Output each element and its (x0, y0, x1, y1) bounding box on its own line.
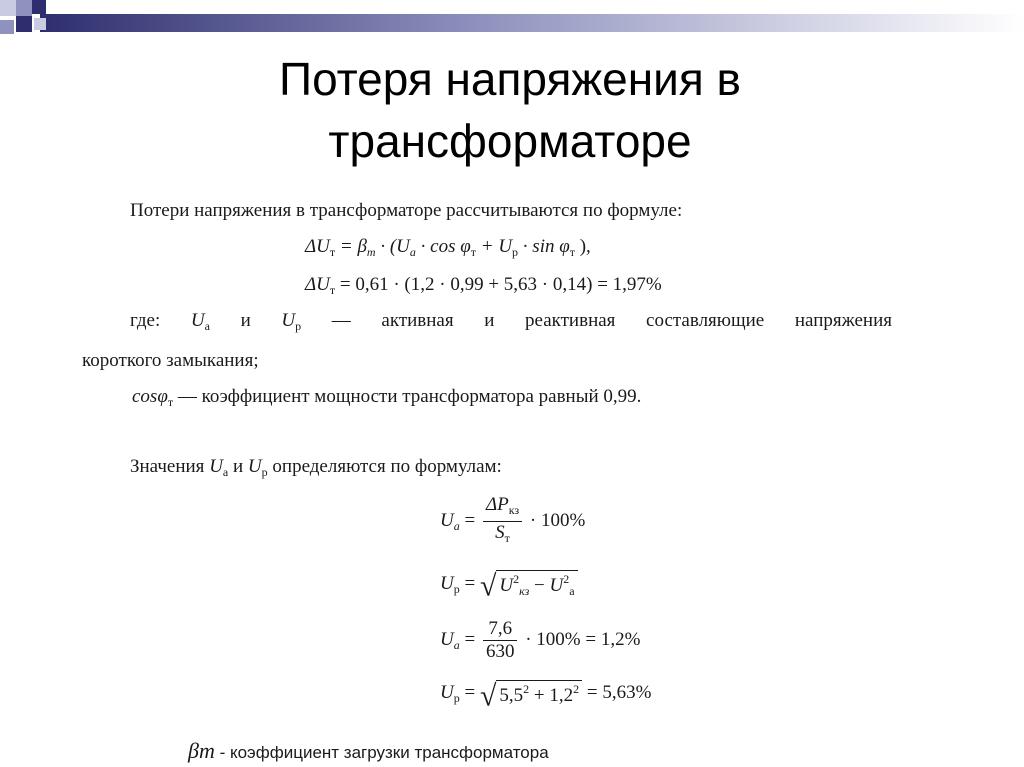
formula-ua-value: $U_а$ = $\frac{7,6}{630}$ · 100% = 1,2% (440, 618, 641, 662)
beta-note-text: - коэффициент загрузки трансформатора (219, 743, 549, 762)
fraction: $\frac{\Delta P_{кз}}{S_т}$ (483, 494, 522, 549)
formula-ua: $U_a$ = $\frac{\Delta P_{кз}}{S_т}$ · 100% (440, 494, 585, 549)
values-intro: Значения $U_а$ и $U_р$ определяются по формулам: (130, 456, 502, 479)
square-root: √ $U^2_{кз} - U^2_а$ (480, 570, 578, 599)
fraction: $\frac{7,6}{630}$ (483, 618, 518, 663)
where-paragraph-line2: короткого замыкания; (82, 350, 259, 371)
square-root: √ $5,5^2 + 1,2^2$ (480, 680, 582, 707)
formula-up-value: $U_р$ = √ $5,5^2 + 1,2^2 = 5,63\%$ (440, 679, 652, 713)
cos-description: cosφ$_т$ — коэффициент мощности трансформатора равный 0,99. (132, 386, 642, 409)
header-decoration (0, 0, 1024, 40)
formula-voltage-loss-value: $\Delta U_т = 0,61 \cdot (1,2 \cdot 0,99 + 5,63 \cdot 0,14) = 1,97\%$ (305, 274, 662, 297)
formula-up: $U_р$ = √ $U^2_{кз} - U^2_а$ (440, 570, 578, 599)
beta-note (188, 738, 549, 764)
beta-symbol: βт (188, 738, 215, 763)
page-title: Потеря напряжения в трансформаторе (279, 53, 741, 167)
formula-voltage-loss: $\Delta U_т = \beta_т \cdot (U_а \cdot \cos \varphi_т + U_р \cdot \sin \varphi_т$ ), (305, 236, 591, 259)
where-paragraph: где: $U_а$ и $U_р$ — активная и реактивная составляющие напряжения (130, 310, 893, 333)
intro-text: Потери напряжения в трансформаторе рассчитываются по формуле: (130, 200, 683, 221)
